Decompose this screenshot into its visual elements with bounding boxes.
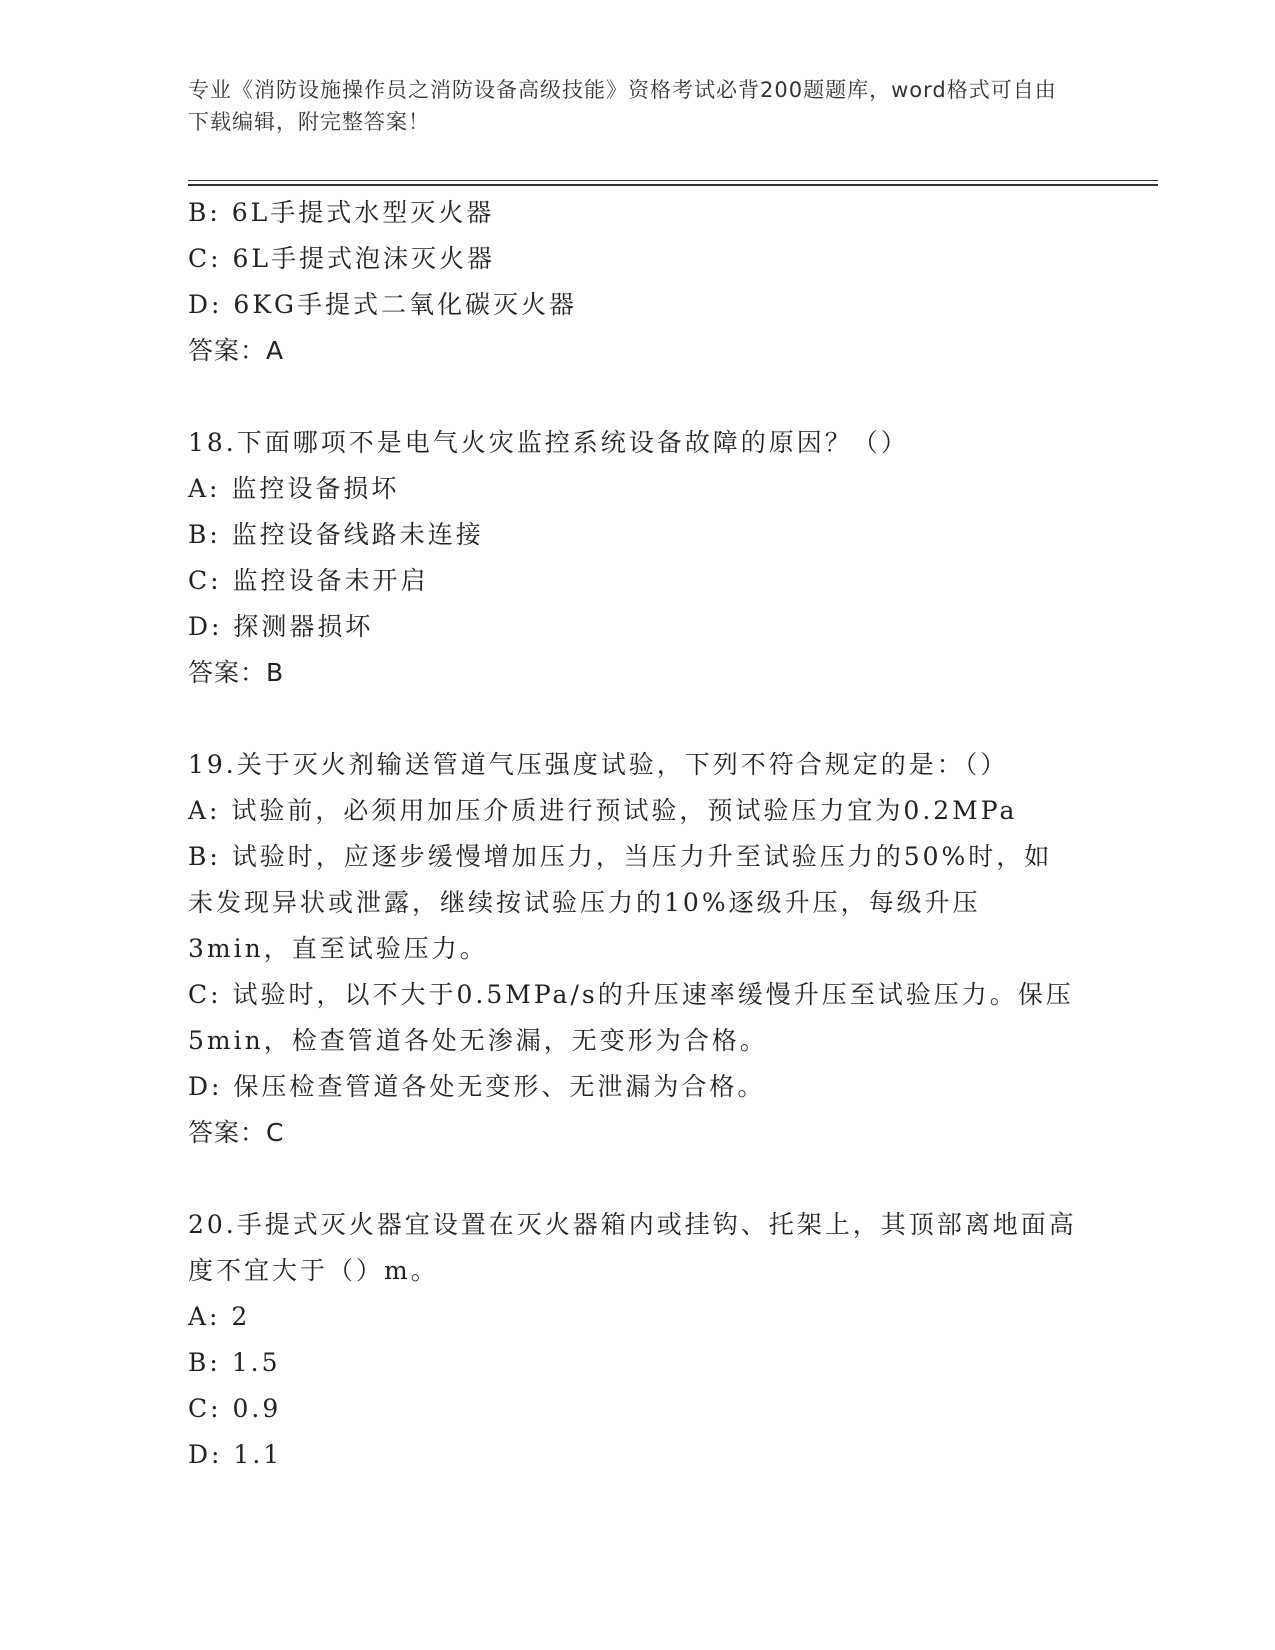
- header-divider-thick: [188, 184, 1158, 186]
- document-header: [188, 74, 1068, 138]
- question-stem: 18.下面哪项不是电气火灾监控系统设备故障的原因？（）: [188, 428, 909, 457]
- header-divider-thin: [188, 180, 1158, 181]
- option-b: B: 试验时，应逐步缓慢增加压力，当压力升至试验压力的50%时，如未发现异状或泄露，继续按试验压力的10%逐级升压，每级升压3min，直至试验压力。: [188, 842, 1053, 963]
- spacer: [188, 1156, 1078, 1202]
- answer-label: 答案：B: [188, 658, 285, 687]
- spacer: [188, 374, 1078, 420]
- option-c: C: 试验时，以不大于0.5MPa/s的升压速率缓慢升压至试验压力。保压5min，检查管道各处无渗漏，无变形为合格。: [188, 980, 1074, 1055]
- question-stem: 20.手提式灭火器宜设置在灭火器箱内或挂钩、托架上，其顶部离地面高度不宜大于（）m。: [188, 1210, 1077, 1285]
- option-c: C: 监控设备未开启: [188, 566, 429, 595]
- option-b: B: 1.5: [188, 1348, 281, 1377]
- option-d: D: 保压检查管道各处无变形、无泄漏为合格。: [188, 1072, 766, 1101]
- answer-label: 答案：A: [188, 336, 285, 365]
- option-d: D: 6KG手提式二氧化碳灭火器: [188, 290, 577, 319]
- question-stem: 19.关于灭火剂输送管道气压强度试验，下列不符合规定的是：（）: [188, 750, 1009, 779]
- question-20: [188, 1202, 1078, 1478]
- option-c: C: 0.9: [188, 1394, 282, 1423]
- option-c: C: 6L手提式泡沫灭火器: [188, 244, 496, 273]
- question-content: [188, 190, 1078, 1478]
- option-d: D: 探测器损坏: [188, 612, 374, 641]
- question-18: [188, 420, 1078, 696]
- option-a: A: 2: [188, 1302, 251, 1331]
- question-19: [188, 742, 1078, 1156]
- answer-label: 答案：C: [188, 1118, 285, 1147]
- option-a: A: 监控设备损坏: [188, 474, 400, 503]
- option-d: D: 1.1: [188, 1440, 283, 1469]
- spacer: [188, 696, 1078, 742]
- option-b: B: 6L手提式水型灭火器: [188, 198, 495, 227]
- header-text: 专业《消防设施操作员之消防设备高级技能》资格考试必背200题题库，word格式可自由下载编辑，附完整答案！: [188, 78, 1057, 134]
- option-b: B: 监控设备线路未连接: [188, 520, 484, 549]
- question-17-continued: [188, 190, 1078, 374]
- option-a: A: 试验前，必须用加压介质进行预试验，预试验压力宜为0.2MPa: [188, 796, 1018, 825]
